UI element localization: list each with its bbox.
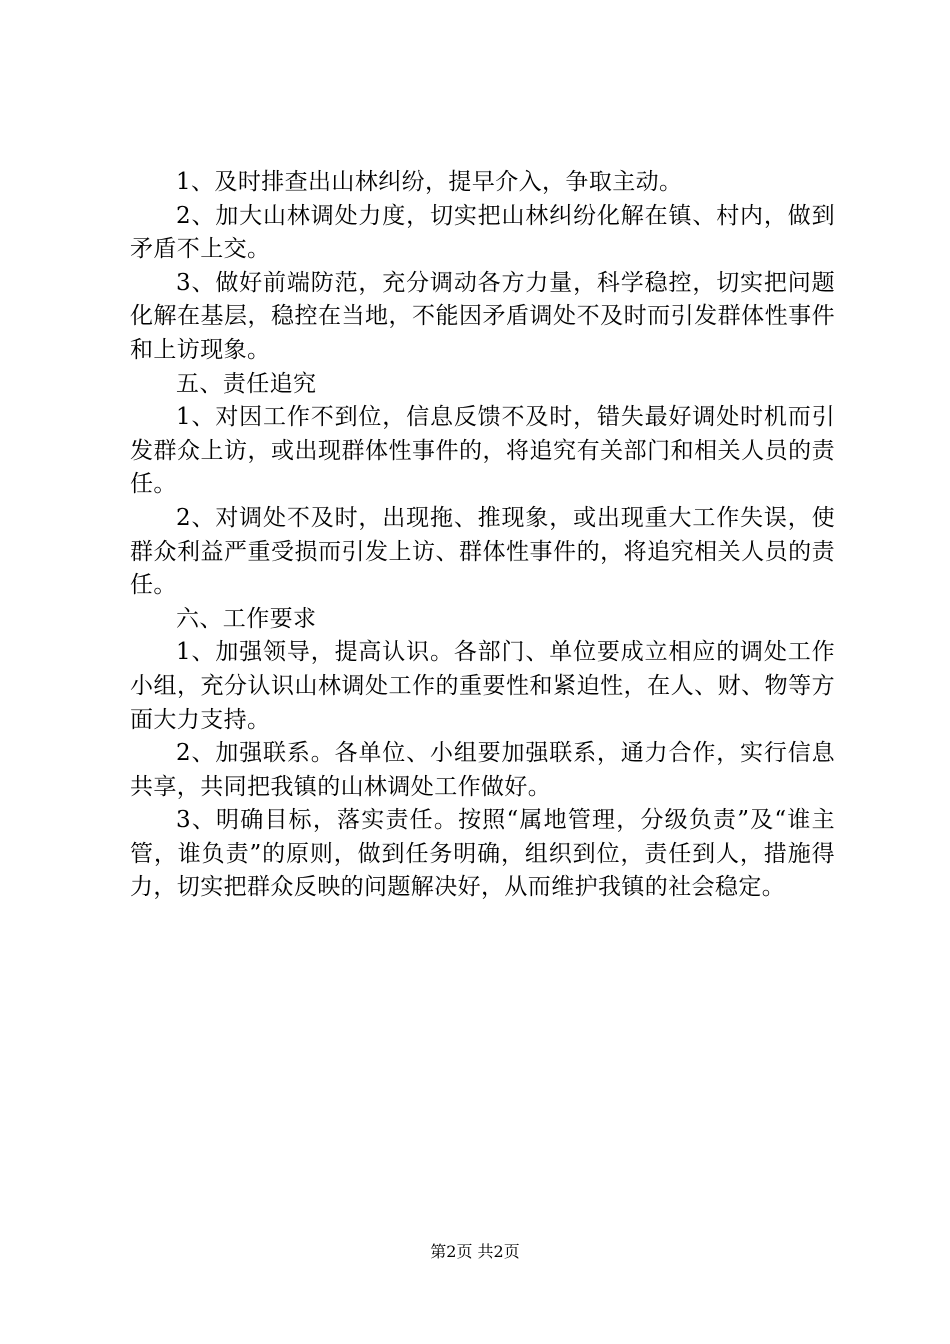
paragraph-item-1: 1、及时排查出山林纠纷，提早介入，争取主动。 (176, 169, 683, 195)
document-body (130, 166, 835, 905)
paragraph-requirements-3: 3、明确目标，落实责任。按照“属地管理，分级负责”及“谁主管，谁负责”的原则，做到任务明确，组织到位，责任到人，措施得力，切实把群众反映的问题解决好，从而维护我镇的社会稳定。 (130, 807, 835, 901)
paragraph-accountability-2: 2、对调处不及时，出现拖、推现象，或出现重大工作失误，使群众利益严重受损而引发上访、群体性事件的，将追究相关人员的责任。 (130, 504, 835, 599)
section-heading-accountability: 五、责任追究 (176, 370, 317, 397)
paragraph-requirements-1: 1、加强领导，提高认识。各部门、单位要成立相应的调处工作小组，充分认识山林调处工作的重要性和紧迫性，在人、财、物等方面大力支持。 (130, 639, 835, 733)
paragraph-requirements-2: 2、加强联系。各单位、小组要加强联系，通力合作，实行信息共享，共同把我镇的山林调处工作做好。 (130, 740, 835, 800)
paragraph-item-3: 3、做好前端防范，充分调动各方力量，科学稳控，切实把问题化解在基层，稳控在当地，不能因矛盾调处不及时而引发群体性事件和上访现象。 (130, 269, 835, 363)
paragraph-item-2: 2、加大山林调处力度，切实把山林纠纷化解在镇、村内，做到矛盾不上交。 (130, 202, 835, 263)
page-footer (0, 1242, 950, 1262)
paragraph-accountability-1: 1、对因工作不到位，信息反馈不及时，错失最好调处时机而引发群众上访，或出现群体性事件的，将追究有关部门和相关人员的责任。 (130, 404, 835, 498)
section-heading-requirements: 六、工作要求 (176, 605, 317, 632)
page-number-label: 第2页 共2页 (430, 1242, 520, 1261)
